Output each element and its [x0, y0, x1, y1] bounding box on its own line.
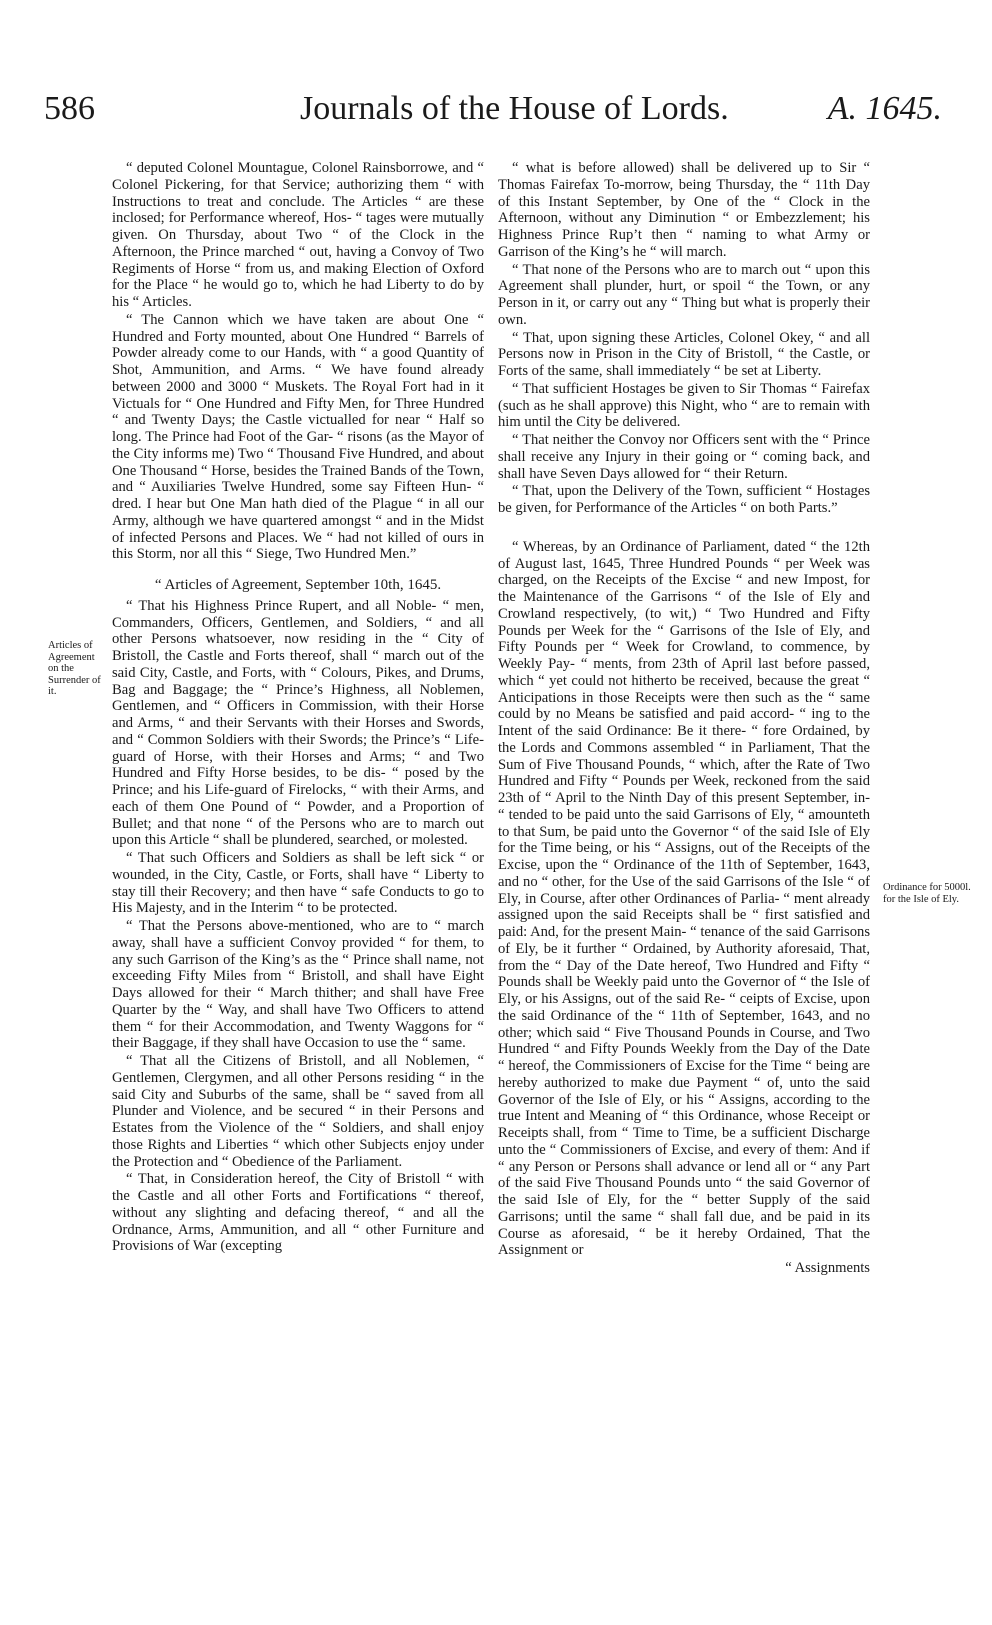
paragraph: “ That none of the Persons who are to march out “ upon this Agreement shall plunder, hurt, or spoil “ the Town, or any Person in it, or carry out any “ Thing but what is properly their own.: [498, 261, 870, 328]
paragraph: “ deputed Colonel Mountague, Colonel Rainsborrowe, and “ Colonel Pickering, for that Service; authorizing them “ with Instructions to treat and conclude. The Articles “ are these inclosed; for Performance whereof, Hos- “ tages were mutually given. On Thursday, about Two “ of the Clock in the Afternoon, the Prince marched “ out, having a Convoy of Two Regiments of Horse “ from us, and making Election of Oxford for the Place “ he would go to, which he had Liberty to do by his “ Articles.: [112, 160, 484, 310]
page-header: [0, 72, 992, 142]
paragraph: “ That all the Citizens of Bristoll, and all Noblemen, “ Gentlemen, Clergymen, and all other Persons residing “ in the said City and Suburbs of the same, shall be “ saved from all Plunder and Violence, and be secured “ in their Persons and Estates from the Violence of the “ Soldiers, and shall enjoy those Rights and Liberties “ which other Subjects enjoy under the Protection and “ Obedience of the Parliament.: [112, 1053, 484, 1170]
page-number: 586: [44, 90, 95, 127]
section-heading: “ Articles of Agreement, September 10th, 1645.: [154, 577, 442, 593]
paragraph: “ That sufficient Hostages be given to Sir Thomas “ Fairefax (such as he shall approve) this Night, who “ are to remain with him until the City be delivered.: [498, 380, 870, 431]
paragraph: “ The Cannon which we have taken are about One “ Hundred and Forty mounted, about One Hundred “ Barrels of Powder already come to our Hands, with “ a good Quantity of Shot, Ammunition, and Arms. “ We have found already between 2000 and 3000 “ Muskets. The Royal Fort had in it Victuals for “ One Hundred and Fifty Men, for Three Hundred “ and Twenty Days; the Castle victualled for near “ Half so long. The Prince had Foot of the Gar- “ risons (as the Mayor of the City informs me) Two “ Thousand Five Hundred, and about One Thousand “ Horse, besides the Trained Bands of the Town, and “ Auxiliaries Twelve Hundred, some say Fifteen Hun- “ dred. I hear but One Man hath died of the Plague “ in all our Army, although we have quartered amongst “ and in the Midst of infected Persons and Places. We “ had not killed of ours in this Storm, nor all this “ Siege, Two Hundred Men.”: [112, 311, 484, 563]
margin-note-articles: Articles of Agreement on the Surrender of it.: [48, 640, 101, 697]
paragraph: “ That, upon signing these Articles, Colonel Okey, “ and all Persons now in Prison in the City of Bristoll, “ the Castle, or Forts of the same, shall immediately “ be set at Liberty.: [498, 329, 870, 379]
paragraph: “ That the Persons above-mentioned, who are to “ march away, shall have a sufficient Convoy provided “ for them, to any such Garrison of the King’s as the “ Prince shall name, not exceeding Fifty Miles from “ Bristoll, and shall have Eight Days allowed for their “ March thither; and shall have Free Quarter by the “ Way, and shall have Two Officers to attend them “ for their Accommodation, and Twenty Waggons for “ their Baggage, if they shall have Occasion to use the “ same.: [112, 918, 484, 1052]
year-label: A. 1645.: [827, 90, 942, 127]
paragraph: “ That, upon the Delivery of the Town, sufficient “ Hostages be given, for Performance of the Articles “ on both Parts.”: [498, 483, 870, 516]
paragraph: “ That such Officers and Soldiers as shall be left sick “ or wounded, in the City, Castle, or Forts, shall have “ Liberty to stay till their Recovery; and then have “ safe Conducts to go to His Majesty, and in the Interim “ to be protected.: [112, 850, 484, 917]
paragraph: “ That, in Consideration hereof, the City of Bristoll “ with the Castle and all other Forts and Fortifications “ thereof, without any slighting and defacing thereof, “ and all the Ordnance, Arms, Ammunition, and all “ other Furniture and Provisions of War (excepting: [112, 1171, 484, 1255]
catchword: “ Assignments: [785, 1260, 870, 1276]
left-column: [112, 160, 484, 1255]
paragraph: “ That neither the Convoy nor Officers sent with the “ Prince shall receive any Injury in their going or “ coming back, and shall have Seven Days allowed for “ their Return.: [498, 432, 870, 482]
margin-note-ordinance: Ordinance for 5000l. for the Isle of Ely.: [883, 882, 971, 905]
paragraph: “ That his Highness Prince Rupert, and all Noble- “ men, Commanders, Officers, Gentlemen, and Soldiers, “ and all other Persons whatsoever, now residing in the “ City of Bristoll, the Castle and Forts thereof, shall “ march out of the said City, Castle, and Forts, with “ Colours, Pikes, and Drums, Bag and Baggage; the “ Prince’s Highness, all Noblemen, Gentlemen, and “ Officers in Commission, with their Horse and Arms, “ and their Servants with their Horses and Swords, and “ Common Soldiers with their Swords; the Prince’s “ Life-guard of Horse, with their Horses and Arms; “ and Two Hundred and Fifty Horse besides, to be dis- “ posed by the Prince; and his Life-guard of Firelocks, “ with their Arms, and each of them One Pound of “ Powder, and a Proportion of Bullet; and that none “ of the Persons who are to march out upon this Article “ shall be plundered, searched, or molested.: [112, 597, 484, 849]
paragraph: “ Whereas, by an Ordinance of Parliament, dated “ the 12th of August last, 1645, Three Hundred Pounds “ per Week was charged, on the Receipts of the Excise “ and new Impost, for the Maintenance of the Garrisons “ of the Isle of Ely and Crowland respectively, (to wit,) “ Two Hundred and Fifty Pounds per Week for the “ Garrisons of the Isle of Ely, and Fifty Pounds per “ Week for Crowland, to commence, by Weekly Pay- “ ments, from 23th of April last before passed, which “ yet could not hitherto be received, because the great “ Anticipations in those Receipts were then such as the “ same could by no Means be satisfied and paid accord- “ ing to the Intent of the said Ordinance: Be it there- “ fore Ordained, by the Lords and Commons assembled “ in Parliament, That the Sum of Five Thousand Pounds, “ which, after the Rate of Two Hundred and Fifty “ Pounds per Week, reckoned from the said 23th of “ April to the Ninth Day of this present September, in- “ tended to be paid unto the said Garrisons of Ely, “ amounteth to that Sum, be paid unto the Governor “ of the said Isle of Ely for the Time being, or his “ Assigns, out of the Receipts of the Excise, upon the “ Ordinance of the 11th of September, 1643, and no “ other, for the Use of the said Garrisons of the Isle “ of Ely, in Course, after other Ordinances of Parlia- “ ment already assigned upon the said Receipts shall be “ first satisfied and paid: And, for the present Main- “ tenance of the said Garrisons of Ely, be it further “ Ordained, by Authority aforesaid, That, from the “ Day of the Date hereof, Two Hundred and Fifty “ Pounds shall be Weekly paid unto the Governor of “ the Isle of Ely, or his Assigns, out of the said Re- “ ceipts of Excise, upon the said Ordinance of the “ 11th of September, 1643, and no other; which said “ Five Thousand Pounds in Course, and Two Hundred “ and Fifty Pounds Weekly from the Day of the Date “ hereof, the Commissioners of Excise for the Time “ being are hereby authorized to make due Payment “ of, unto the said Governor of the Isle of Ely, or his “ Assigns, according to the true Intent and Meaning of “ this Ordinance, whose Receipt or Receipts shall, from “ Time to Time, be a sufficient Discharge unto the “ Commissioners of Excise, and every of them: And if “ any Person or Persons shall advance or lend all or “ any Part of the said Five Thousand Pounds unto “ the said Governor of the said Isle of Ely, for the “ better Supply of the said Garrisons; until the same “ shall fall due, and be paid in its Course as aforesaid, “ be it hereby Ordained, That the Assignment or: [498, 538, 870, 1259]
paragraph: “ what is before allowed) shall be delivered up to Sir “ Thomas Fairefax To-morrow, being Thursday, the “ 11th Day of this Instant September, by One of the “ Clock in the Afternoon, without any Diminution “ or Embezzlement; his Highness Prince Rup’t then “ naming to what Army or Garrison of the King’s he “ will march.: [498, 160, 870, 260]
right-column: [498, 160, 870, 1277]
running-title: Journals of the House of Lords.: [300, 90, 729, 127]
